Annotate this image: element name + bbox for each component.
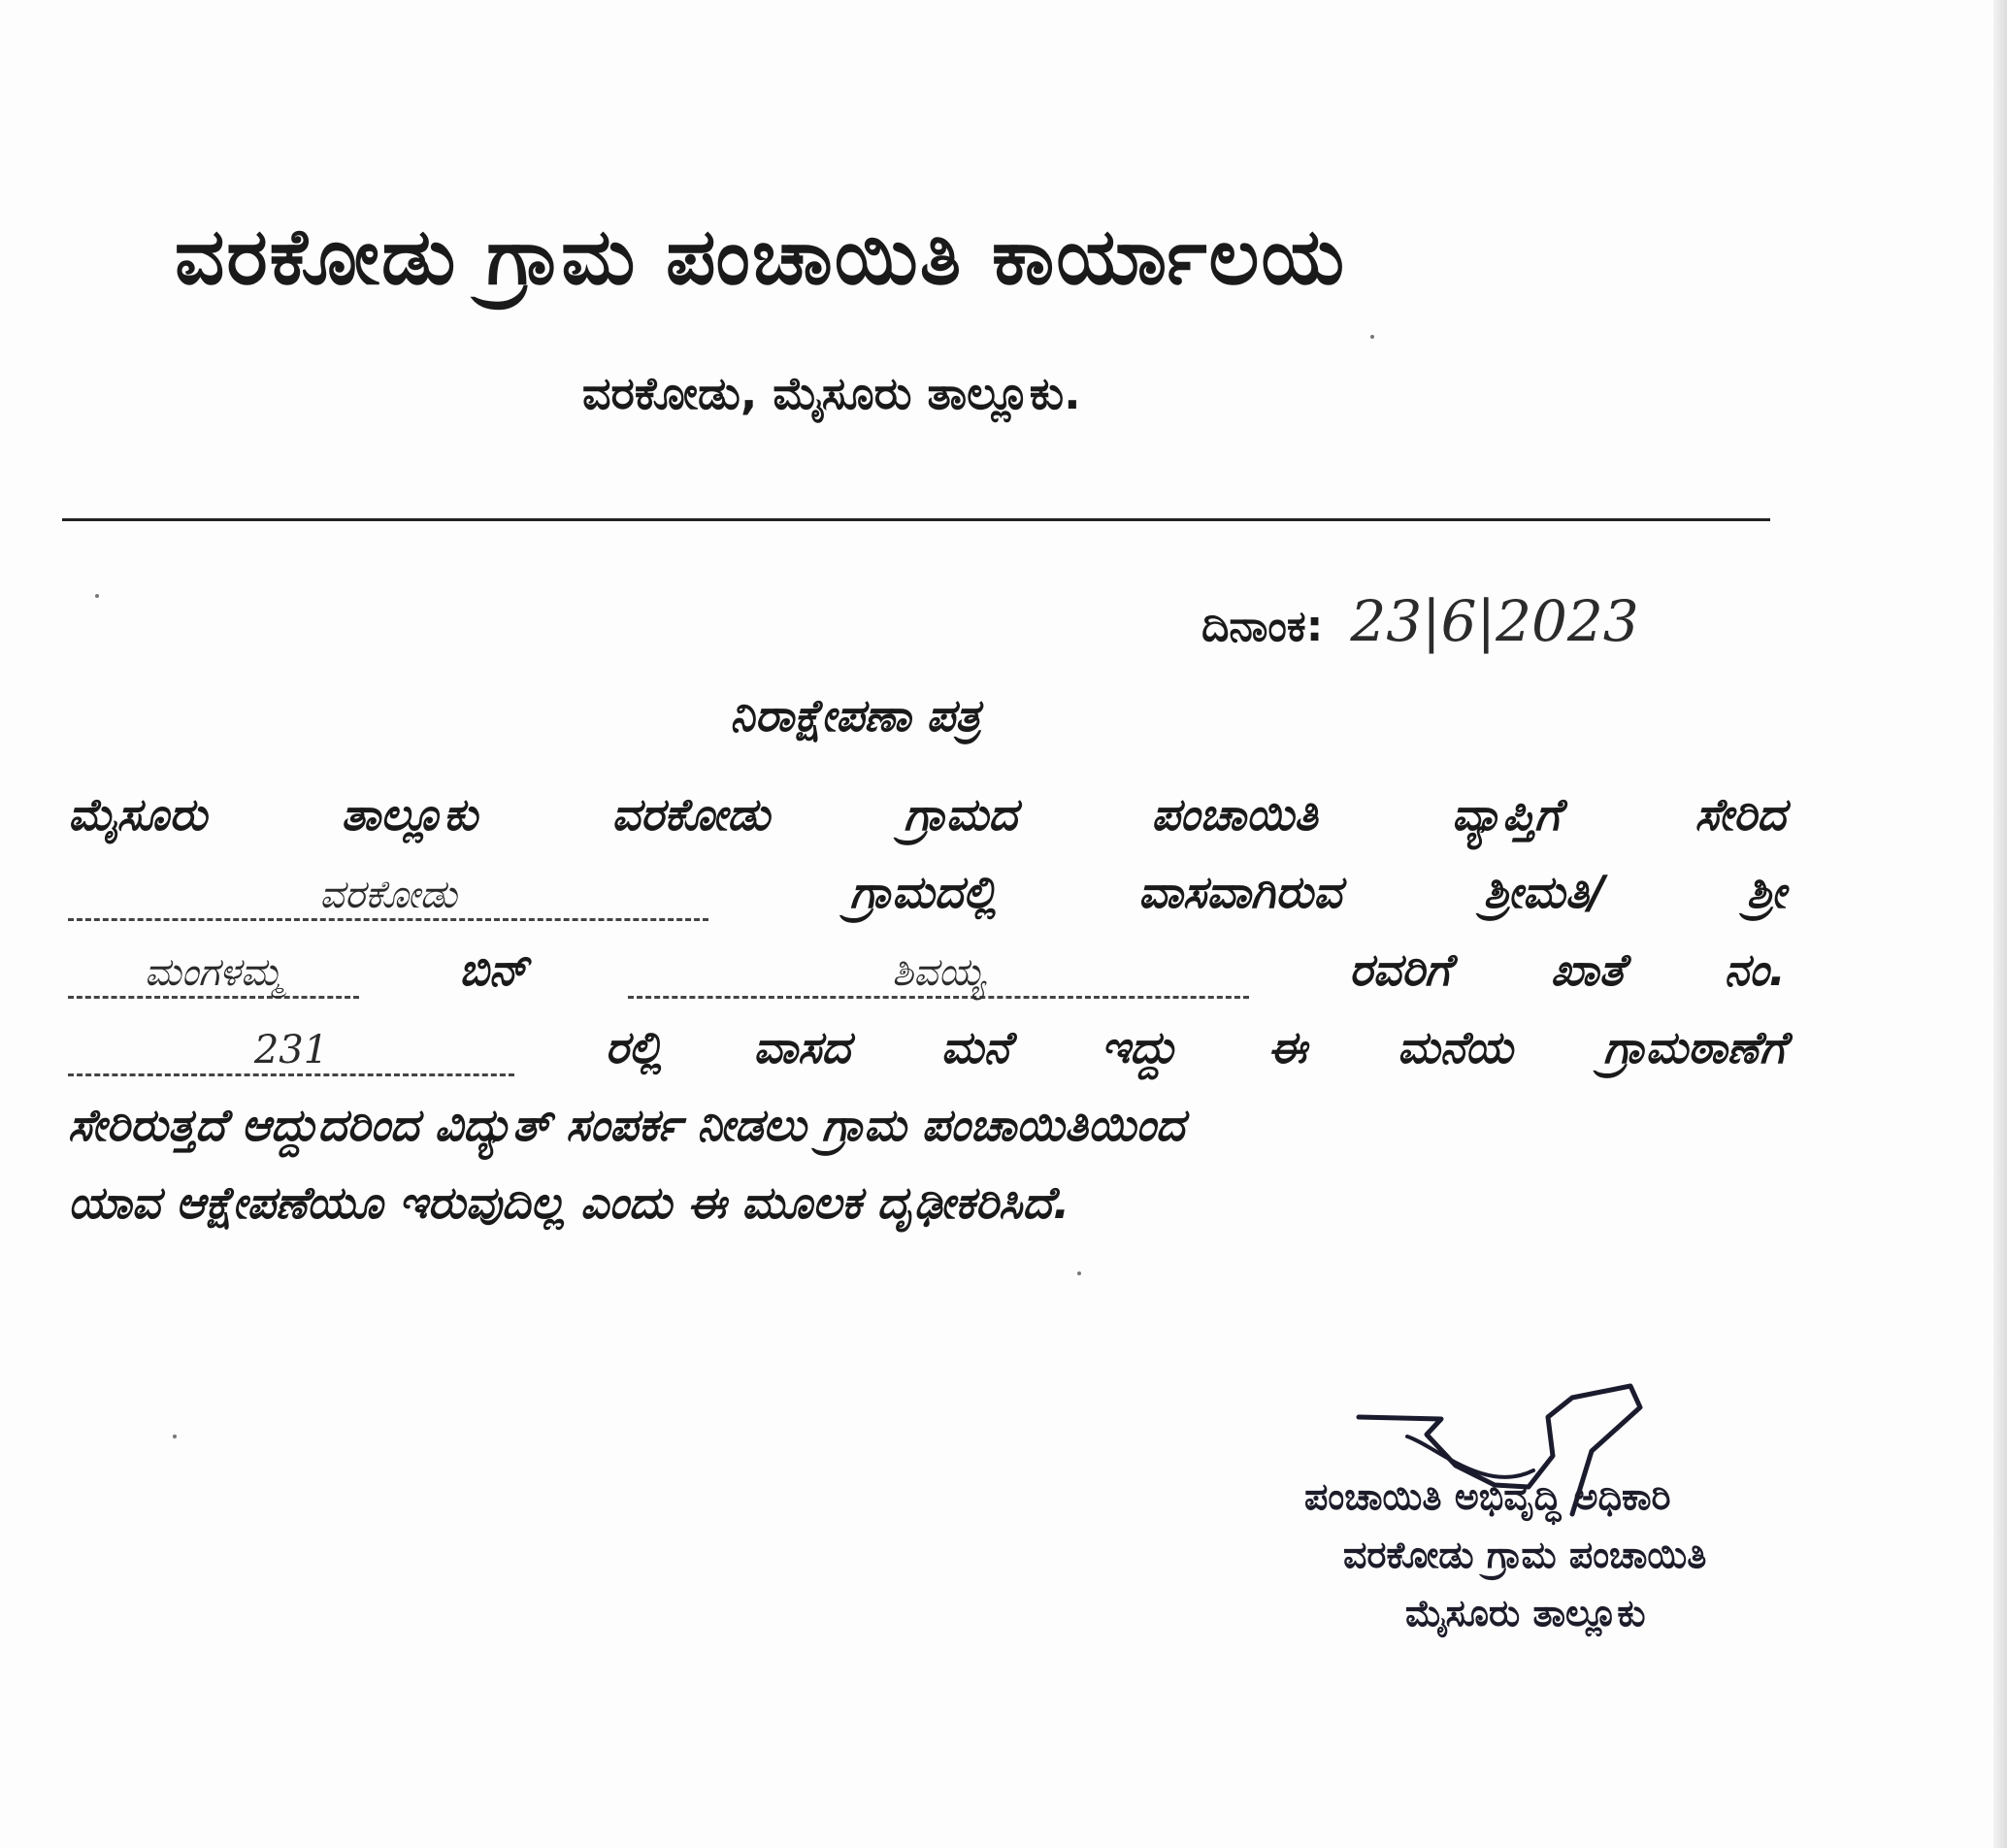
paper-speck (173, 1435, 177, 1438)
body-line-4 (68, 1021, 1786, 1076)
word: ಗ್ರಾಮದಲ್ಲಿ (849, 866, 998, 918)
body-text: ಸೇರಿರುತ್ತದೆ ಆದ್ದುದರಿಂದ ವಿದ್ಯುತ್ ಸಂಪರ್ಕ ನೀಡಲು ಗ್ರಾಮ ಪಂಚಾಯಿತಿಯಿಂದ (68, 1099, 1185, 1151)
village-blank (68, 866, 708, 921)
word: ಶ್ರೀಮತಿ/ (1483, 866, 1605, 918)
date-value: 23|6|2023 (1350, 588, 1639, 654)
word: ಶ್ರೀ (1746, 866, 1786, 918)
paper-speck (1370, 335, 1374, 339)
word: ನಂ. (1724, 943, 1786, 996)
header-divider (62, 518, 1770, 521)
page-edge-shadow (1993, 0, 2007, 1848)
paper-speck (95, 594, 99, 598)
word: ಗ್ರಾಮಠಾಣೆಗೆ (1603, 1021, 1786, 1073)
signature-block (1291, 1378, 1834, 1669)
word: ವಾಸವಾಗಿರುವ (1137, 866, 1342, 918)
stamp-taluk: ಮೈಸೂರು ತಾಲ್ಲೂಕು (1405, 1592, 1646, 1634)
body-line-1 (68, 788, 1786, 842)
office-address: ವರಕೋಡು, ಮೈಸೂರು ತಾಲ್ಲೂಕು. (582, 367, 1081, 419)
stamp-office: ವರಕೋಡು ಗ್ರಾಮ ಪಂಚಾಯಿತಿ (1343, 1534, 1707, 1576)
word: ಪಂಚಾಯಿತಿ (1151, 788, 1318, 841)
name-blank (68, 943, 359, 999)
word: ಸೇರಿದ (1694, 788, 1786, 841)
word: ಖಾತೆ (1550, 943, 1625, 996)
body-line-5 (68, 1099, 1786, 1153)
stamp-designation: ಪಂಚಾಯಿತಿ ಅಭಿವೃದ್ಧಿ ಅಧಿಕಾರಿ (1304, 1475, 1671, 1518)
khata-number-handwritten: 231 (253, 1028, 329, 1072)
date-label: ದಿನಾಂಕ: (1201, 602, 1324, 651)
body-line-2 (68, 866, 1786, 921)
word: ಮನೆಯ (1397, 1021, 1513, 1073)
word: ವ್ಯಾಪ್ತಿಗೆ (1451, 788, 1562, 841)
word: ವಾಸದ (753, 1021, 851, 1073)
word: ಮೈಸೂರು (68, 788, 208, 841)
office-title: ವರಕೋಡು ಗ್ರಾಮ ಪಂಚಾಯಿತಿ ಕಾರ್ಯಾಲಯ (175, 212, 1347, 302)
word: ಈ (1267, 1021, 1307, 1073)
father-name-handwritten: ಶಿವಯ್ಯ (892, 950, 986, 995)
word: ರವರಿಗೆ (1348, 943, 1451, 996)
word: ರಲ್ಲಿ (605, 1021, 663, 1073)
word: ಇದ್ದು (1101, 1021, 1177, 1073)
khata-number-blank (68, 1021, 514, 1076)
word: ಗ್ರಾಮದ (904, 788, 1018, 841)
word: ಮನೆ (940, 1021, 1010, 1073)
body-line-3 (68, 943, 1786, 999)
word: ವರಕೋಡು (611, 788, 771, 841)
body-text: ಯಾವ ಆಕ್ಷೇಪಣೆಯೂ ಇರುವುದಿಲ್ಲ ಎಂದು ಈ ಮೂಲಕ ದೃಢೀಕರಿಸಿದೆ. (68, 1176, 1070, 1229)
name-handwritten: ಮಂಗಳಮ್ಮ (144, 950, 283, 995)
village-handwritten: ವರಕೋಡು (319, 873, 457, 917)
document-title: ನಿರಾಕ್ಷೇಪಣಾ ಪತ್ರ (730, 689, 981, 742)
date-row (1201, 588, 1639, 654)
body-line-6 (68, 1176, 1786, 1231)
word: ತಾಲ್ಲೂಕು (341, 788, 477, 841)
word-bin: ಬಿನ್ (458, 943, 529, 996)
father-name-blank (628, 943, 1249, 999)
paper-speck (1077, 1271, 1081, 1275)
